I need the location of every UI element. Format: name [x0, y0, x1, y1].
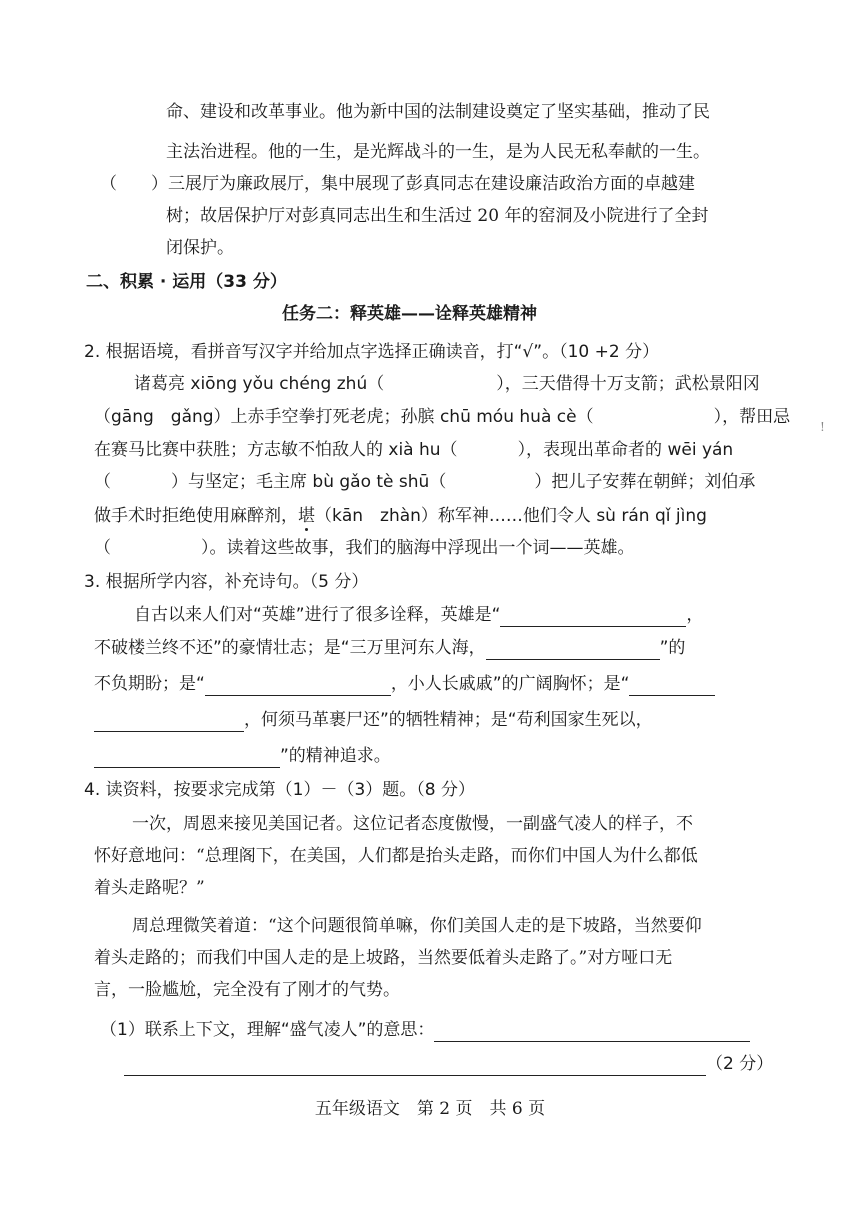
answer-paren[interactable]: （ ） — [100, 174, 168, 194]
q3-line5: ”的精神追求。 — [94, 744, 391, 768]
q3-blank-3[interactable] — [205, 677, 391, 696]
q3-stem: 3. 根据所学内容，补充诗句。（5 分） — [84, 572, 369, 592]
margin-mark: ! — [820, 420, 825, 434]
q4-p1-line2: 怀好意地问：“总理阁下，在美国，人们都是抬头走路，而你们中国人为什么都低 — [94, 846, 698, 866]
q3-blank-1[interactable] — [500, 608, 686, 627]
q2-line2: （gāng gǎng）上赤手空拳打死老虎；孙膑 chū móu huà cè（ ），帮田忌 — [94, 407, 791, 427]
q2-line1: 诸葛亮 xiōng yǒu chéng zhú（ ），三天借得十万支箭；武松景阳冈 — [134, 374, 760, 394]
part2-heading: 二、积累 · 运用（33 分） — [86, 272, 287, 292]
q3-blank-4b[interactable] — [94, 713, 244, 732]
q3-blank-4a[interactable] — [629, 677, 715, 696]
q4-p2-line3: 言，一脸尴尬，完全没有了刚才的气势。 — [94, 980, 400, 1000]
q3-line3: 不负期盼；是“ ，小人长戚戚”的广阔胸怀；是“ — [94, 672, 715, 696]
section1-line3: （ ）三展厅为廉政展厅，集中展现了彭真同志在建设廉洁政治方面的卓越建 — [100, 174, 695, 194]
q4-sub1-blank-1[interactable] — [434, 1023, 750, 1042]
q2-line5: 做手术时拒绝使用麻醉剂，堪（kān zhàn）称军神……他们令人 sù rán qǐ jìng — [94, 506, 707, 526]
section1-line5: 闭保护。 — [166, 238, 234, 258]
q4-p1-line1: 一次，周恩来接见美国记者。这位记者态度傲慢，一副盛气凌人的样子，不 — [132, 814, 693, 834]
q2-line6: （ ）。读着这些故事，我们的脑海中浮现出一个词——英雄。 — [94, 538, 635, 558]
q4-stem: 4. 读资料，按要求完成第（1）－（3）题。（8 分） — [84, 780, 475, 800]
dotted-char: 堪 — [298, 506, 315, 526]
section1-line1: 命、建设和改革事业。他为新中国的法制建设奠定了坚实基础，推动了民 — [166, 102, 710, 122]
q2-line3: 在赛马比赛中获胜；方志敏不怕敌人的 xià hu（ ），表现出革命者的 wēi yán — [94, 440, 734, 460]
q4-sub1-line2: （2 分） — [124, 1052, 773, 1076]
q4-p2-line1: 周总理微笑着道：“这个问题很简单嘛，你们美国人走的是下坡路，当然要仰 — [132, 916, 702, 936]
q3-blank-5[interactable] — [94, 749, 280, 768]
q3-blank-2[interactable] — [486, 641, 660, 660]
q4-sub1: （1）联系上下文，理解“盛气凌人”的意思： — [100, 1018, 750, 1042]
q4-p2-line2: 着头走路的；而我们中国人走的是上坡路，当然要低着头走路了。”对方哑口无 — [94, 948, 673, 968]
q3-line4: ，何须马革裹尸还”的牺牲精神；是“苟利国家生死以， — [94, 708, 653, 732]
q2-line4: （ ）与坚定；毛主席 bù gǎo tè shū（ ）把儿子安葬在朝鲜；刘伯承 — [94, 472, 756, 492]
q3-line2: 不破楼兰终不还”的豪情壮志；是“三万里河东人海， ”的 — [94, 638, 686, 658]
q4-sub1-blank-2[interactable] — [124, 1057, 706, 1076]
q3-line1: 自古以来人们对“英雄”进行了很多诠释，英雄是“ ， — [134, 605, 704, 625]
q2-stem: 2. 根据语境，看拼音写汉字并给加点字选择正确读音，打“√”。（10 +2 分） — [84, 342, 660, 362]
task2-title: 任务二：释英雄——诠释英雄精神 — [282, 304, 537, 324]
page-footer: 五年级语文 第 2 页 共 6 页 — [314, 1099, 546, 1119]
section1-line4: 树；故居保护厅对彭真同志出生和生活过 20 年的窑洞及小院进行了全封 — [166, 206, 709, 226]
section1-line2: 主法治进程。他的一生，是光辉战斗的一生，是为人民无私奉献的一生。 — [166, 142, 710, 162]
q4-p1-line3: 着头走路呢？” — [94, 878, 205, 898]
